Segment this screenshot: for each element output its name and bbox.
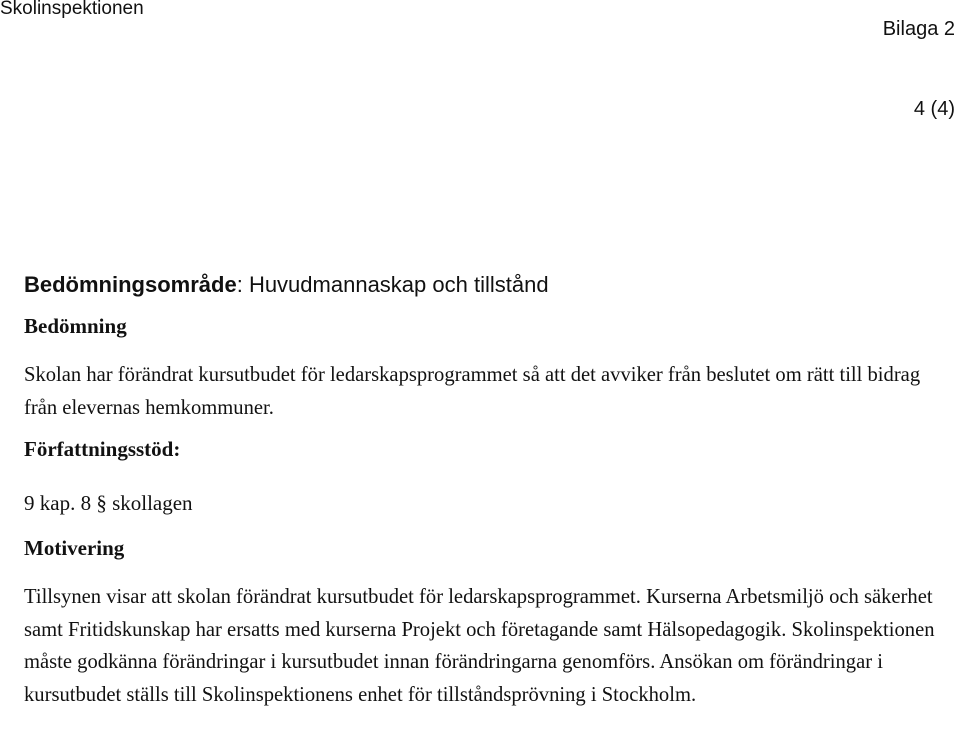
motivation-text: Tillsynen visar att skolan förändrat kursutbudet för ledarskapsprogrammet. Kurserna Arbetsmiljö och säkerhet samt Fritidskunskap har ersatts med kurserna Projekt och företagande samt Hälsopedagogik. Skolinspektionen måste godkänna förändringar i kursutbudet innan förändringarna genomförs. Ansökan om förändringar i kursutbudet ställs till Skolinspektionens enhet för tillståndsprövning i Stockholm.: [24, 586, 935, 706]
appendix-label: Bilaga 2: [882, 18, 955, 40]
motivation-heading: Motivering: [24, 536, 125, 560]
legal-support-heading: Författningsstöd:: [24, 437, 181, 461]
organization-name: Skolinspektionen: [0, 0, 144, 19]
assessment-area-separator: :: [236, 272, 249, 297]
legal-reference: 9 kap. 8 § skollagen: [24, 491, 193, 515]
assessment-area-label: Bedömningsområde: [24, 272, 237, 297]
page-number: 4 (4): [913, 98, 955, 120]
assessment-area-title: Huvudmannaskap och tillstånd: [248, 272, 549, 297]
assessment-text: Skolan har förändrat kursutbudet för ledarskapsprogrammet så att det avviker från beslutet om rätt till bidrag från elevernas hemkommuner.: [24, 364, 921, 419]
assessment-area-heading: [24, 272, 549, 298]
assessment-heading: Bedömning: [24, 314, 127, 338]
